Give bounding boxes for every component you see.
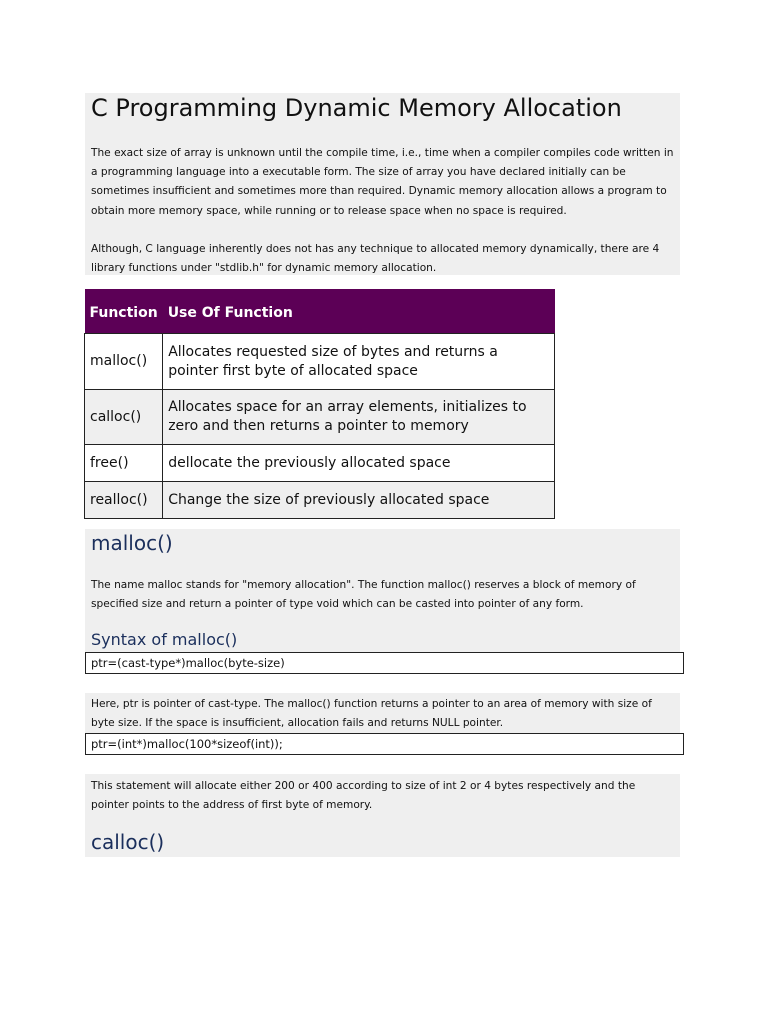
malloc-explain: Here, ptr is pointer of cast-type. The malloc() function returns a pointer to an area of memory with size of byte size. If the space is insufficient, allocation fails and returns NULL pointer. [91,698,652,730]
table-row [85,390,555,445]
intro-paragraph-1: The exact size of array is unknown until the compile time, i.e., time when a compiler compiles code written in a programming language into a executable form. The size of array you have declared initially can be sometimes insufficient and sometimes more than required. Dynamic memory allocation allows a program to obtain more memory space, while running or to release space when no space is required. [91,147,674,217]
malloc-example-explain: This statement will allocate either 200 or 400 according to size of int 2 or 4 bytes respectively and the pointer points to the address of first byte of memory. [91,780,636,812]
malloc-heading: malloc() [91,531,173,555]
intro-paragraph-2: Although, C language inherently does not has any technique to allocated memory dynamically, there are 4 library functions under "stdlib.h" for dynamic memory allocation. [91,243,660,275]
malloc-syntax-heading: Syntax of malloc() [91,630,238,649]
function-use-cell: dellocate the previously allocated space [163,445,555,482]
malloc-section [85,529,680,652]
malloc-description: The name malloc stands for "memory allocation". The function malloc() reserves a block of memory of specified size and return a pointer of type void which can be casted into pointer of any form. [91,579,636,611]
table-header-function: Function [85,289,163,334]
function-name-cell: free() [85,445,163,482]
malloc-example-section [85,774,680,857]
page-title: C Programming Dynamic Memory Allocation [91,94,622,122]
table-row [85,445,555,482]
malloc-example-code: ptr=(int*)malloc(100*sizeof(int)); [85,733,684,755]
function-name-cell: malloc() [85,334,163,390]
function-use-cell: Allocates requested size of bytes and returns a pointer first byte of allocated space [163,334,555,390]
malloc-syntax-code: ptr=(cast-type*)malloc(byte-size) [85,652,684,674]
function-name-cell: realloc() [85,482,163,519]
calloc-heading: calloc() [91,830,165,854]
table-row [85,334,555,390]
table-row [85,482,555,519]
table-header-use: Use Of Function [163,289,555,334]
function-use-cell: Change the size of previously allocated space [163,482,555,519]
table-header-row [85,289,555,334]
intro-section [85,93,680,275]
function-table [84,289,555,519]
malloc-explain-section [85,693,680,733]
function-name-cell: calloc() [85,390,163,445]
function-use-cell: Allocates space for an array elements, initializes to zero and then returns a pointer to memory [163,390,555,445]
